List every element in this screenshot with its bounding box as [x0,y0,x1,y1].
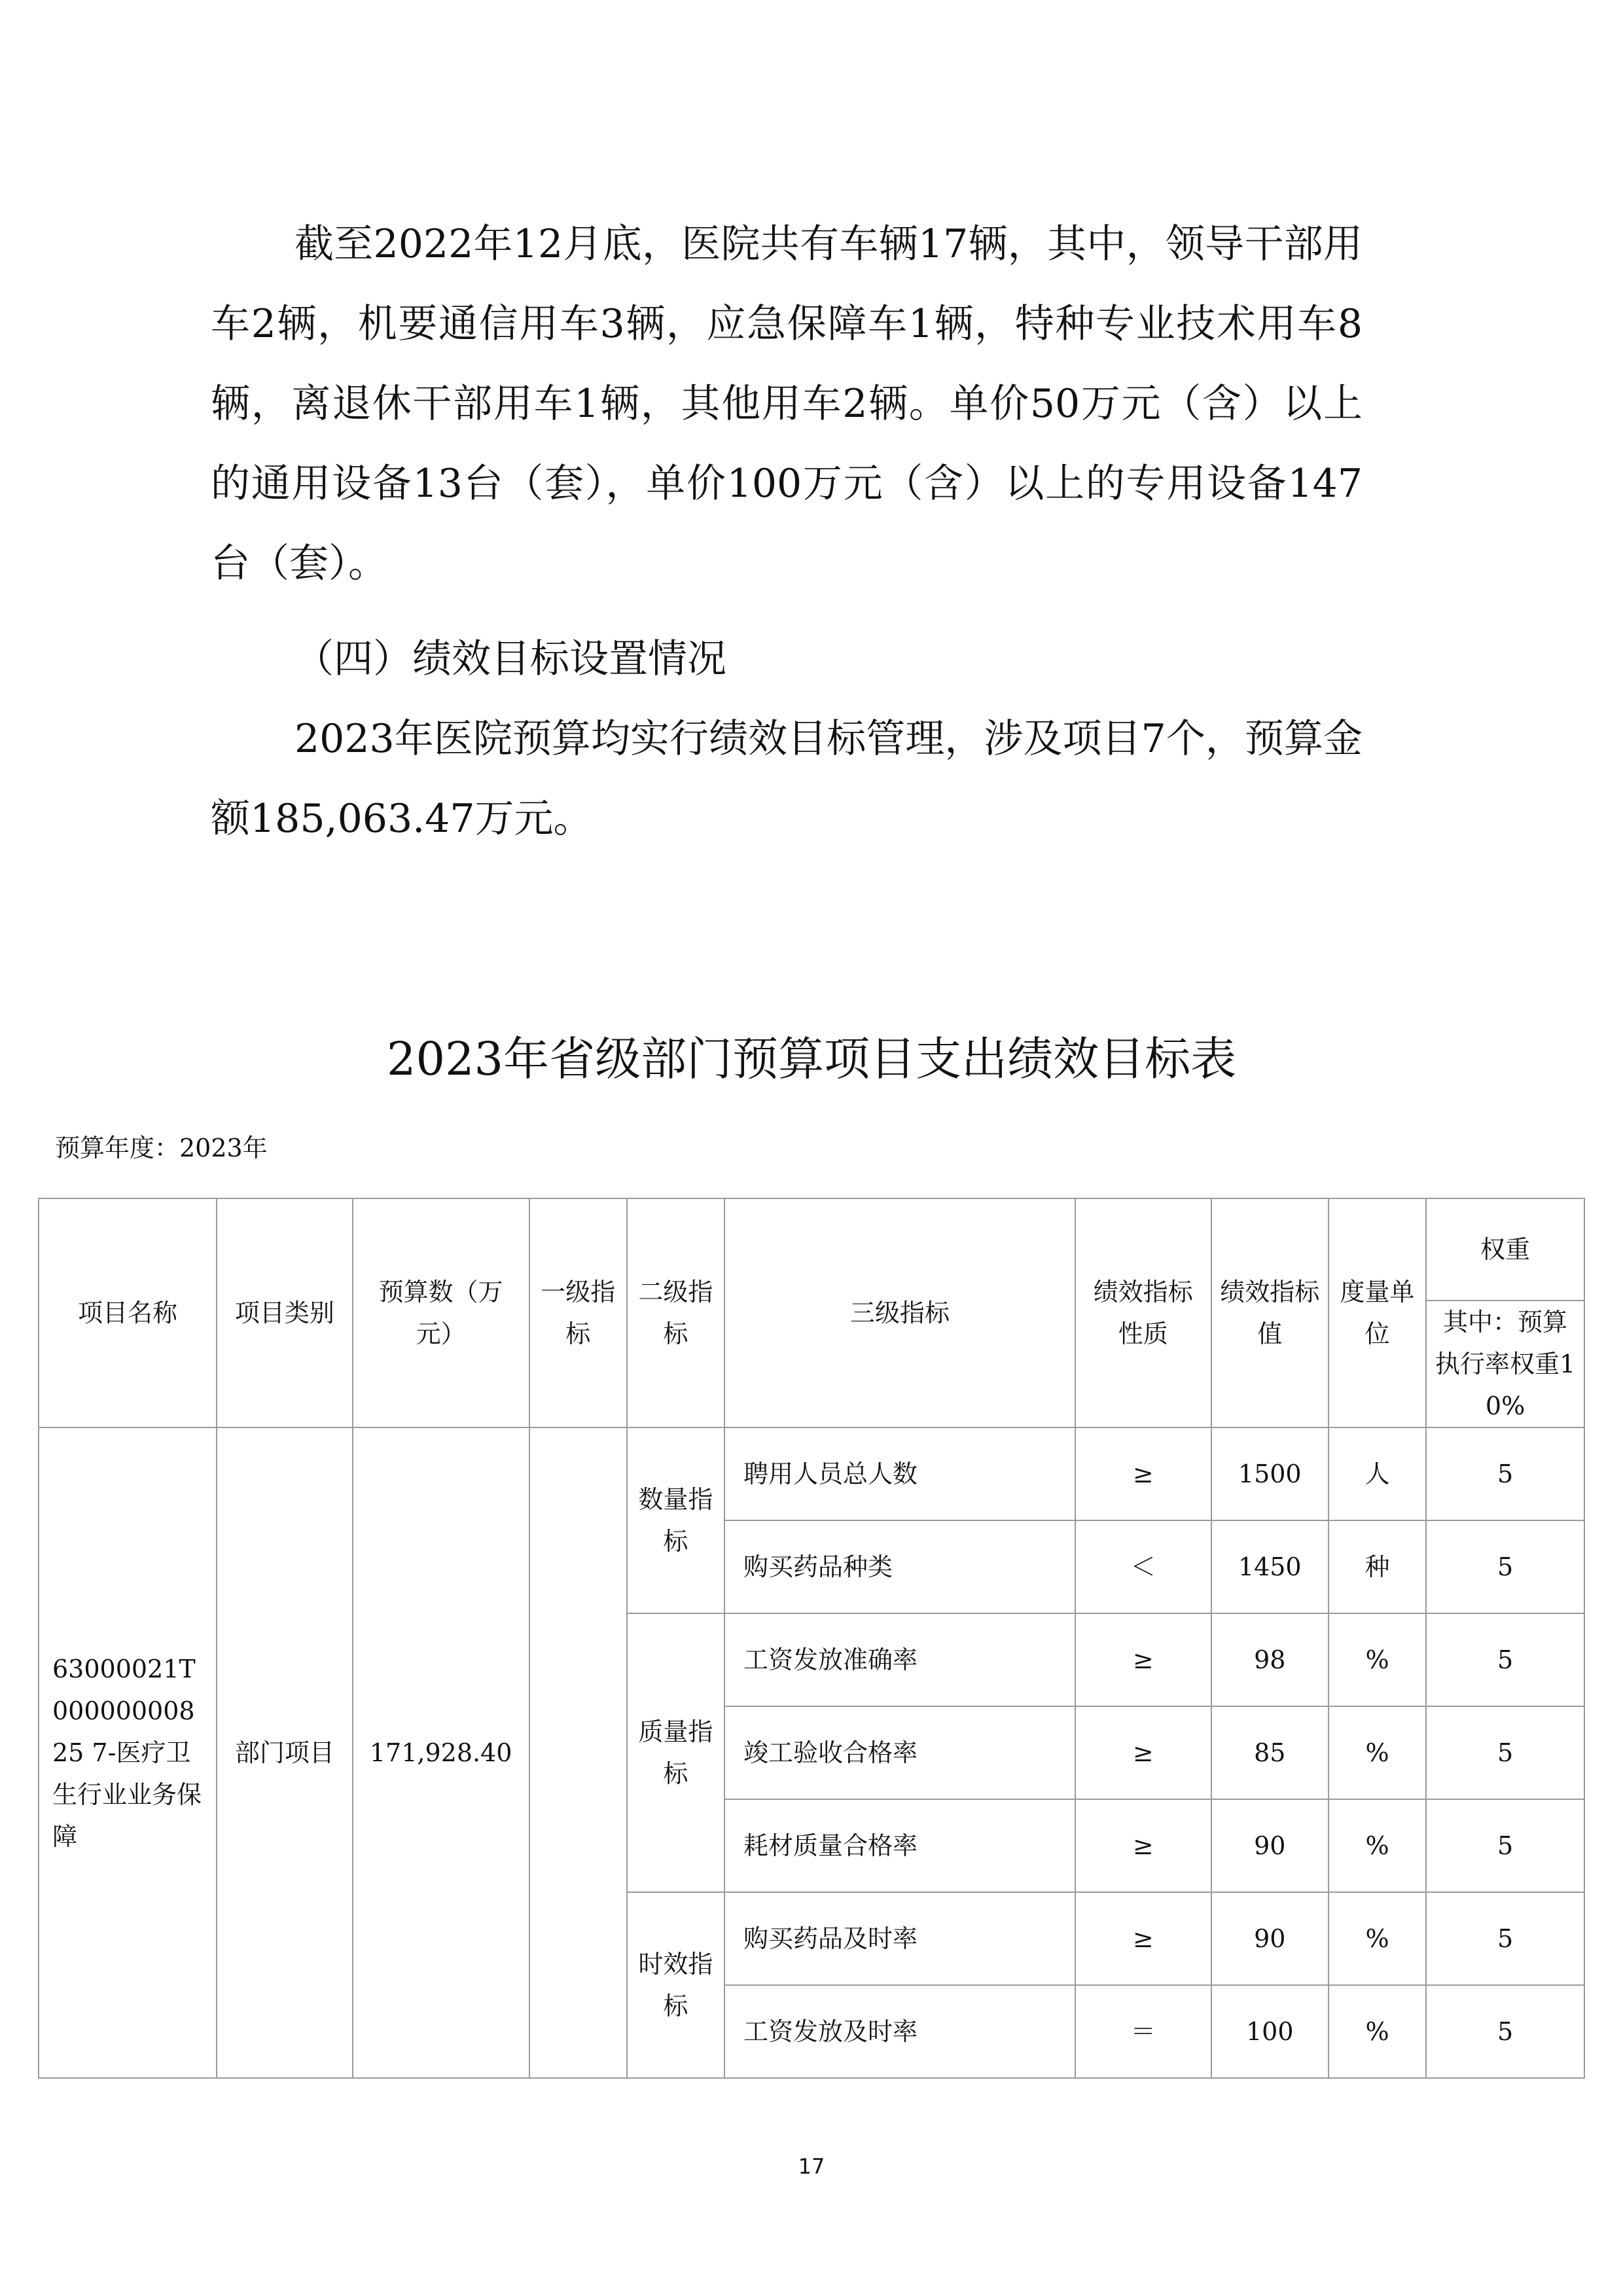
value-cell: 1450 [1211,1520,1329,1613]
nature-cell: ≥ [1075,1892,1211,1985]
header-level1: 一级指标 [529,1198,627,1427]
unit-cell: % [1329,1799,1426,1892]
value-cell: 85 [1211,1706,1329,1799]
project-name-cell: 63000021T00000000825 7-医疗卫生行业业务保障 [39,1427,217,2078]
level2-cell: 质量指标 [627,1613,724,1892]
header-level3: 三级指标 [724,1198,1075,1427]
weight-cell: 5 [1426,1799,1584,1892]
level1-cell [529,1427,627,2078]
indicator-cell: 竣工验收合格率 [724,1706,1075,1799]
budget-year-label: 预算年度：2023年 [55,1134,268,1162]
nature-cell: ≥ [1075,1706,1211,1799]
header-project-name: 项目名称 [39,1198,217,1427]
nature-cell: ＜ [1075,1520,1211,1613]
nature-cell: ≥ [1075,1427,1211,1520]
unit-cell: % [1329,1985,1426,2078]
level2-cell: 数量指标 [627,1427,724,1613]
project-type-cell: 部门项目 [217,1427,353,2078]
header-budget: 预算数（万元） [353,1198,529,1427]
page-number: 17 [798,2154,825,2179]
nature-cell: ≥ [1075,1613,1211,1706]
value-cell: 90 [1211,1892,1329,1985]
budget-cell: 171,928.40 [353,1427,529,2078]
header-weight: 权重 [1426,1198,1584,1300]
weight-cell: 5 [1426,1706,1584,1799]
weight-cell: 5 [1426,1427,1584,1520]
header-nature: 绩效指标性质 [1075,1198,1211,1427]
table-row [39,1427,1584,1520]
indicator-cell: 聘用人员总人数 [724,1427,1075,1520]
indicator-cell: 工资发放准确率 [724,1613,1075,1706]
header-project-type: 项目类别 [217,1198,353,1427]
nature-cell: ≥ [1075,1799,1211,1892]
level2-cell: 时效指标 [627,1892,724,2078]
paragraph-performance-goals: 2023年医院预算均实行绩效目标管理，涉及项目7个，预算金额185,063.47万元。 [211,716,1363,842]
indicator-cell: 购买药品及时率 [724,1892,1075,1985]
header-level2: 二级指标 [627,1198,724,1427]
weight-cell: 5 [1426,1520,1584,1613]
header-unit: 度量单位 [1329,1198,1426,1427]
value-cell: 1500 [1211,1427,1329,1520]
unit-cell: % [1329,1706,1426,1799]
unit-cell: 种 [1329,1520,1426,1613]
header-value: 绩效指标值 [1211,1198,1329,1427]
nature-cell: ＝ [1075,1985,1211,2078]
value-cell: 90 [1211,1799,1329,1892]
header-weight-sub: 其中：预算执行率权重10% [1426,1300,1584,1427]
unit-cell: % [1329,1892,1426,1985]
performance-target-table [38,1198,1585,2079]
value-cell: 98 [1211,1613,1329,1706]
unit-cell: 人 [1329,1427,1426,1520]
indicator-cell: 耗材质量合格率 [724,1799,1075,1892]
indicator-cell: 购买药品种类 [724,1520,1075,1613]
value-cell: 100 [1211,1985,1329,2078]
unit-cell: % [1329,1613,1426,1706]
weight-cell: 5 [1426,1613,1584,1706]
section-heading: （四）绩效目标设置情况 [294,636,726,682]
table-title: 2023年省级部门预算项目支出绩效目标表 [386,1032,1237,1086]
indicator-cell: 工资发放及时率 [724,1985,1075,2078]
table-header-row [39,1198,1584,1300]
weight-cell: 5 [1426,1985,1584,2078]
paragraph-vehicles: 截至2022年12月底，医院共有车辆17辆，其中，领导干部用车2辆，机要通信用车3辆，应急保障车1辆，特种专业技术用车8辆，离退休干部用车1辆，其他用车2辆。单价50万元（含）以上的通用设备13台（套），单价100万元（含）以上的专用设备147台（套）。 [211,221,1363,586]
weight-cell: 5 [1426,1892,1584,1985]
